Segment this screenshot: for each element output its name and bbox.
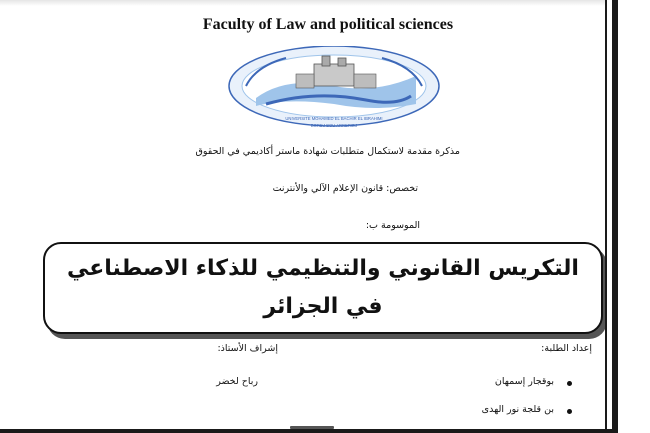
- thesis-title-box: [43, 242, 603, 334]
- specialty-line: تخصص: قانون الإعلام الآلي والأنترنت: [272, 183, 418, 194]
- supervisor-heading: إشراف الأستاذ:: [217, 343, 278, 354]
- students-heading: إعداد الطلبة:: [541, 343, 592, 354]
- university-seal-logo: [226, 46, 441, 132]
- page-border-right: [612, 0, 618, 433]
- bullet-icon: [567, 409, 572, 414]
- titled-label: الموسومة ب:: [365, 220, 420, 231]
- bullet-icon: [567, 381, 572, 386]
- thesis-title: التكريس القانوني والتنظيمي للذكاء الاصطناعي في الجزائر: [67, 256, 579, 319]
- page-border-bottom: [0, 429, 618, 433]
- page-border-inner: [605, 0, 607, 433]
- student-name: بوقجار إسمهان: [494, 376, 554, 387]
- logo-caption-2: BORDJ BOU ARRERIDJ: [310, 123, 358, 128]
- memo-line: مذكرة مقدمة لاستكمال متطلبات شهادة ماستر أكاديمي في الحقوق: [195, 146, 460, 157]
- supervisor-name: رباح لخضر: [216, 376, 258, 387]
- top-edge: [0, 0, 605, 6]
- faculty-name: Faculty of Law and political sciences: [202, 16, 454, 33]
- logo-caption-1: UNIVERSITE MOHAMED EL BACHIR EL IBRAHIMI: [285, 116, 383, 121]
- student-name: بن قلجة نور الهدى: [481, 404, 554, 415]
